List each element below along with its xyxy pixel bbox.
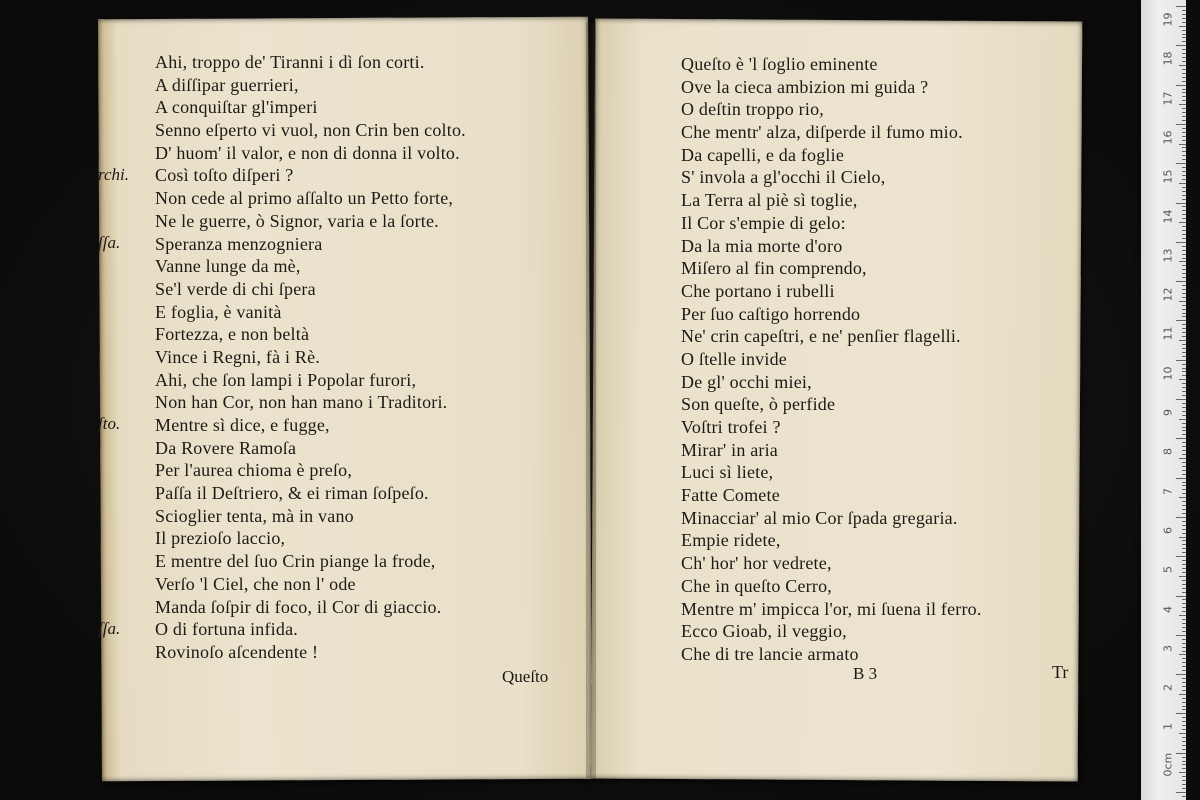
ruler-tick — [1179, 654, 1186, 655]
ruler-tick — [1182, 434, 1186, 435]
verse-line: Ove la cieca ambizion mi guida ? — [681, 76, 929, 97]
ruler-tick — [1182, 336, 1186, 337]
ruler-label: 2 — [1161, 684, 1175, 692]
verse-line: Rovinoſo aſcendente ! — [155, 641, 319, 662]
ruler-tick — [1182, 387, 1186, 388]
verse-line: Da Rovere Ramoſa — [155, 437, 297, 458]
verse-line: D' huom' il valor, e non di donna il volto. — [155, 142, 460, 163]
ruler-tick — [1182, 505, 1186, 506]
ruler-tick — [1182, 768, 1186, 769]
ruler-tick — [1182, 717, 1186, 718]
ruler-tick — [1182, 757, 1186, 758]
verse-line: Per ſuo caſtigo horrendo — [681, 303, 861, 324]
ruler-tick — [1182, 682, 1186, 683]
ruler-tick — [1182, 560, 1186, 561]
verse-line: Non cede al primo aſſalto un Petto forte, — [155, 188, 454, 209]
ruler-tick — [1182, 356, 1186, 357]
ruler-label: 18 — [1161, 51, 1175, 66]
ruler-tick — [1182, 120, 1186, 121]
ruler-label: 6 — [1161, 526, 1175, 534]
ruler-tick — [1182, 41, 1186, 42]
ruler-tick — [1182, 796, 1186, 797]
ruler-tick — [1182, 493, 1186, 494]
ruler-tick — [1182, 57, 1186, 58]
signature-mark: B 3 — [853, 664, 878, 683]
verse-line: A conquiſtar gl'imperi — [155, 97, 318, 118]
verse-line: Paſſa il Deſtriero, & ei riman ſoſpeſo. — [155, 483, 429, 504]
ruler-tick — [1182, 729, 1186, 730]
ruler-tick — [1182, 529, 1186, 530]
ruler-tick — [1176, 517, 1186, 518]
ruler-tick — [1182, 187, 1186, 188]
ruler-label: 9 — [1161, 409, 1175, 416]
ruler-tick — [1182, 218, 1186, 219]
ruler-tick — [1182, 73, 1186, 74]
verse-line: Ne' crin capeſtri, e ne' penſier flagelli. — [681, 326, 961, 347]
ruler-label: 4 — [1161, 605, 1175, 613]
ruler-tick — [1182, 210, 1186, 211]
ruler-label: 3 — [1161, 644, 1175, 652]
ruler-tick — [1176, 635, 1186, 636]
verse-line: Verſo 'l Ciel, che non l' ode — [155, 573, 356, 594]
ruler-tick — [1176, 85, 1186, 86]
ruler-tick — [1182, 611, 1186, 612]
ruler-tick — [1182, 159, 1186, 160]
verse-line: E foglia, è vanità — [155, 301, 282, 322]
ruler-tick — [1182, 407, 1186, 408]
verse-line: Che di tre lancie armato — [681, 643, 859, 664]
ruler-tick — [1179, 537, 1186, 538]
ruler-tick — [1182, 525, 1186, 526]
ruler-tick — [1182, 305, 1186, 306]
verse-line: Miſero al fin comprendo, — [681, 258, 867, 279]
verse-line: Fortezza, e non beltà — [155, 324, 310, 345]
ruler-tick — [1182, 269, 1186, 270]
ruler-tick — [1182, 548, 1186, 549]
verse-line: Il prezioſo laccio, — [155, 528, 286, 549]
ruler-tick — [1182, 37, 1186, 38]
ruler-tick — [1182, 230, 1186, 231]
ruler-tick — [1182, 10, 1186, 11]
ruler-tick — [1182, 552, 1186, 553]
verse-line: Empie ridete, — [681, 530, 781, 551]
verse-line: Non han Cor, non han mano i Traditori. — [155, 392, 448, 413]
ruler-tick — [1179, 615, 1186, 616]
ruler-tick — [1179, 183, 1186, 184]
verse-line: Da capelli, e da foglie — [681, 144, 845, 165]
verse-line: Luci sì liete, — [681, 462, 774, 483]
verse-line: Queſto è 'l ſoglio eminente — [681, 54, 878, 74]
ruler-tick — [1176, 753, 1186, 754]
ruler-tick — [1182, 631, 1186, 632]
ruler-tick — [1176, 713, 1186, 714]
ruler-tick — [1182, 92, 1186, 93]
verse-line: Mirar' in aria — [681, 439, 779, 460]
ruler-tick — [1182, 411, 1186, 412]
ruler-tick — [1182, 238, 1186, 239]
verse-line: Se'l verde di chi ſpera — [155, 278, 316, 299]
ruler-tick — [1182, 489, 1186, 490]
verse-line: Che mentr' alza, diſperde il fumo mio. — [681, 122, 963, 143]
ruler-tick — [1182, 53, 1186, 54]
verse-line: Mentre m' impicca l'or, mi ſuena il ferro. — [681, 598, 982, 619]
verse-line: O ſtelle invide — [681, 348, 787, 369]
ruler-tick — [1176, 281, 1186, 282]
ruler-tick — [1182, 132, 1186, 133]
ruler-tick — [1179, 222, 1186, 223]
ruler-tick — [1182, 234, 1186, 235]
ruler-tick — [1176, 792, 1186, 793]
left-page-text — [155, 51, 466, 664]
ruler-tick — [1182, 564, 1186, 565]
ruler-tick — [1176, 674, 1186, 675]
margin-note: ſto. — [98, 414, 121, 434]
ruler-tick — [1182, 108, 1186, 109]
ruler-tick — [1182, 521, 1186, 522]
ruler-tick — [1182, 462, 1186, 463]
verse-line: O di fortuna infida. — [155, 619, 298, 640]
ruler-tick — [1182, 599, 1186, 600]
ruler-tick — [1182, 254, 1186, 255]
ruler-tick — [1182, 375, 1186, 376]
ruler-tick — [1182, 18, 1186, 19]
ruler-tick — [1182, 568, 1186, 569]
ruler-tick — [1182, 61, 1186, 62]
margin-note: ſſa. — [98, 618, 121, 638]
ruler-tick — [1182, 140, 1186, 141]
ruler-tick — [1182, 179, 1186, 180]
verse-line: De gl' occhi miei, — [681, 371, 812, 392]
verse-line: Che portano i rubelli — [681, 280, 835, 301]
ruler-tick — [1182, 316, 1186, 317]
ruler-tick — [1182, 391, 1186, 392]
ruler-tick — [1182, 403, 1186, 404]
ruler-tick — [1182, 277, 1186, 278]
book-gutter — [586, 22, 596, 778]
ruler-tick — [1182, 580, 1186, 581]
ruler-tick — [1176, 242, 1186, 243]
ruler-tick — [1182, 702, 1186, 703]
ruler-tick — [1182, 427, 1186, 428]
verse-line: Vince i Regni, fà i Rè. — [155, 346, 320, 367]
ruler-tick — [1182, 509, 1186, 510]
ruler-tick — [1182, 540, 1186, 541]
verse-line: Speranza menzogniera — [155, 233, 323, 254]
ruler-tick — [1182, 352, 1186, 353]
ruler-tick — [1182, 293, 1186, 294]
ruler-tick — [1182, 764, 1186, 765]
ruler-tick — [1182, 332, 1186, 333]
ruler-tick — [1182, 285, 1186, 286]
ruler-tick — [1182, 22, 1186, 23]
ruler-label: 10 — [1161, 366, 1175, 381]
ruler-tick — [1182, 639, 1186, 640]
verse-line: Che in queſto Cerro, — [681, 575, 832, 596]
ruler-tick — [1182, 34, 1186, 35]
ruler-label: 13 — [1161, 248, 1175, 263]
ruler-tick — [1176, 438, 1186, 439]
ruler-tick — [1182, 368, 1186, 369]
ruler-tick — [1182, 619, 1186, 620]
ruler-tick — [1182, 199, 1186, 200]
ruler-tick — [1176, 6, 1186, 7]
ruler-tick — [1182, 423, 1186, 424]
verse-line: A diſſipar guerrieri, — [155, 74, 299, 95]
verse-line: Ahi, troppo de' Tiranni i dì ſon corti. — [155, 52, 425, 72]
ruler-tick — [1182, 485, 1186, 486]
verse-line: La Terra al piè sì toglie, — [681, 190, 858, 211]
ruler-tick — [1182, 96, 1186, 97]
ruler-tick — [1182, 761, 1186, 762]
ruler-tick — [1179, 772, 1186, 773]
ruler-tick — [1182, 470, 1186, 471]
margin-note: ſſa. — [98, 232, 121, 252]
ruler-tick — [1182, 128, 1186, 129]
ruler-tick — [1182, 513, 1186, 514]
verse-line: S' invola a gl'occhi il Cielo, — [681, 167, 886, 188]
ruler-tick — [1182, 749, 1186, 750]
ruler-tick — [1182, 151, 1186, 152]
ruler-tick — [1182, 442, 1186, 443]
verse-line: Scioglier tenta, mà in vano — [155, 505, 354, 526]
right-page-text — [681, 53, 982, 666]
ruler-label: 8 — [1161, 448, 1175, 456]
verse-line: Così toſto diſperi ? — [155, 165, 294, 186]
ruler-tick — [1182, 49, 1186, 50]
verse-line: Per l'aurea chioma è preſo, — [155, 460, 353, 481]
ruler-tick — [1182, 627, 1186, 628]
ruler-tick — [1182, 607, 1186, 608]
ruler-tick — [1182, 780, 1186, 781]
ruler-tick — [1182, 454, 1186, 455]
ruler-tick — [1182, 446, 1186, 447]
ruler-tick — [1182, 395, 1186, 396]
verse-line: Ne le guerre, ò Signor, varia e la ſorte. — [155, 210, 439, 231]
ruler-tick — [1179, 340, 1186, 341]
ruler-tick — [1182, 155, 1186, 156]
ruler-tick — [1176, 320, 1186, 321]
ruler-tick — [1182, 258, 1186, 259]
ruler-tick — [1182, 344, 1186, 345]
ruler-label: 0cm — [1161, 752, 1175, 777]
ruler-tick — [1176, 45, 1186, 46]
ruler-tick — [1182, 544, 1186, 545]
ruler-tick — [1179, 65, 1186, 66]
ruler-label: 17 — [1161, 91, 1175, 106]
ruler-tick — [1176, 596, 1186, 597]
ruler-tick — [1176, 124, 1186, 125]
ruler-tick — [1182, 191, 1186, 192]
ruler-tick — [1182, 450, 1186, 451]
ruler-tick — [1182, 658, 1186, 659]
ruler-tick — [1182, 698, 1186, 699]
ruler-tick — [1182, 81, 1186, 82]
ruler-tick — [1182, 643, 1186, 644]
ruler-tick — [1182, 313, 1186, 314]
ruler-tick — [1182, 533, 1186, 534]
right-catchword: Tr — [1052, 662, 1069, 682]
ruler-tick — [1182, 116, 1186, 117]
verse-line: Il Cor s'empie di gelo: — [681, 212, 846, 233]
ruler-label: 5 — [1161, 566, 1175, 574]
ruler-tick — [1182, 250, 1186, 251]
verse-line: O deſtin troppo rio, — [681, 99, 824, 120]
ruler-tick — [1182, 69, 1186, 70]
left-catchword: Queſto — [502, 667, 549, 686]
ruler-tick — [1182, 709, 1186, 710]
ruler-tick — [1182, 725, 1186, 726]
ruler-label: 11 — [1161, 326, 1175, 341]
ruler-tick — [1182, 603, 1186, 604]
ruler-label: 12 — [1161, 287, 1175, 302]
ruler-tick — [1182, 670, 1186, 671]
ruler-tick — [1182, 706, 1186, 707]
ruler-tick — [1179, 458, 1186, 459]
ruler-tick — [1182, 647, 1186, 648]
ruler-tick — [1182, 324, 1186, 325]
ruler-tick — [1182, 30, 1186, 31]
ruler-tick — [1182, 572, 1186, 573]
ruler-tick — [1182, 167, 1186, 168]
ruler-tick — [1182, 501, 1186, 502]
margin-note: rchi. — [98, 164, 130, 184]
ruler-tick — [1182, 383, 1186, 384]
verse-line: Da la mia morte d'oro — [681, 235, 843, 256]
ruler-tick — [1179, 26, 1186, 27]
ruler-tick — [1182, 77, 1186, 78]
ruler-tick — [1182, 788, 1186, 789]
ruler-tick — [1176, 203, 1186, 204]
ruler-tick — [1176, 399, 1186, 400]
ruler-tick — [1182, 737, 1186, 738]
ruler-tick — [1182, 175, 1186, 176]
ruler-tick — [1182, 666, 1186, 667]
ruler-tick — [1182, 246, 1186, 247]
ruler-tick — [1182, 309, 1186, 310]
ruler-tick — [1182, 776, 1186, 777]
ruler-tick — [1182, 651, 1186, 652]
ruler-tick — [1182, 623, 1186, 624]
ruler-tick — [1182, 482, 1186, 483]
ruler-tick — [1179, 301, 1186, 302]
verse-line: E mentre del ſuo Crin piange la frode, — [155, 551, 436, 572]
ruler-tick — [1182, 328, 1186, 329]
verse-line: Minacciar' al mio Cor ſpada gregaria. — [681, 507, 958, 528]
ruler-tick — [1182, 662, 1186, 663]
ruler-label: 19 — [1161, 12, 1175, 27]
ruler-tick — [1182, 289, 1186, 290]
ruler-tick — [1182, 273, 1186, 274]
ruler-tick — [1182, 89, 1186, 90]
verse-line: Mentre sì dice, e fugge, — [155, 415, 330, 435]
ruler-tick — [1176, 556, 1186, 557]
ruler-tick — [1182, 466, 1186, 467]
verse-line: Son queſte, ò perfide — [681, 394, 836, 415]
ruler-tick — [1176, 163, 1186, 164]
ruler-tick — [1179, 497, 1186, 498]
ruler-tick — [1182, 784, 1186, 785]
ruler-tick — [1182, 171, 1186, 172]
ruler-tick — [1179, 694, 1186, 695]
ruler-tick — [1182, 297, 1186, 298]
verse-line: Vanne lunge da mè, — [155, 256, 301, 277]
ruler-tick — [1182, 474, 1186, 475]
ruler-tick — [1182, 415, 1186, 416]
verse-line: Voſtri trofei ? — [681, 417, 781, 437]
ruler-tick — [1179, 379, 1186, 380]
ruler-tick — [1182, 14, 1186, 15]
ruler-tick — [1182, 226, 1186, 227]
ruler-tick — [1182, 195, 1186, 196]
verse-line: Senno eſperto vi vuol, non Crin ben colto. — [155, 120, 466, 141]
ruler-tick — [1176, 360, 1186, 361]
ruler-tick — [1179, 144, 1186, 145]
ruler-tick — [1179, 733, 1186, 734]
ruler-tick — [1182, 588, 1186, 589]
ruler-tick — [1182, 214, 1186, 215]
ruler-tick — [1182, 364, 1186, 365]
ruler-tick — [1182, 136, 1186, 137]
ruler-label: 7 — [1161, 487, 1175, 495]
ruler-tick — [1182, 112, 1186, 113]
verse-line: Ahi, che ſon lampi i Popolar furori, — [155, 369, 417, 390]
ruler-tick — [1182, 100, 1186, 101]
ruler-tick — [1182, 265, 1186, 266]
ruler-tick — [1182, 206, 1186, 207]
ruler-tick — [1179, 576, 1186, 577]
ruler-tick — [1182, 430, 1186, 431]
ruler-tick — [1182, 690, 1186, 691]
ruler-tick — [1179, 419, 1186, 420]
ruler-tick — [1179, 104, 1186, 105]
ruler-tick — [1182, 371, 1186, 372]
ruler-tick — [1182, 678, 1186, 679]
ruler-tick — [1182, 348, 1186, 349]
ruler-label: 15 — [1161, 169, 1175, 184]
ruler-tick — [1182, 147, 1186, 148]
ruler-label: 16 — [1161, 130, 1175, 145]
verse-line: Ch' hor' hor vedrete, — [681, 553, 832, 574]
verse-line: Ecco Gioab, il veggio, — [681, 621, 847, 642]
ruler-tick — [1182, 686, 1186, 687]
verse-line: Manda ſoſpir di foco, il Cor di giaccio. — [155, 596, 442, 617]
ruler-tick — [1182, 745, 1186, 746]
ruler-tick — [1182, 741, 1186, 742]
ruler-tick — [1182, 584, 1186, 585]
ruler-label: 14 — [1161, 209, 1175, 223]
ruler-tick — [1182, 592, 1186, 593]
verse-line: Fatte Comete — [681, 485, 780, 506]
ruler-tick — [1176, 478, 1186, 479]
ruler-tick — [1182, 721, 1186, 722]
ruler-label: 1 — [1161, 723, 1175, 731]
ruler-tick — [1179, 261, 1186, 262]
